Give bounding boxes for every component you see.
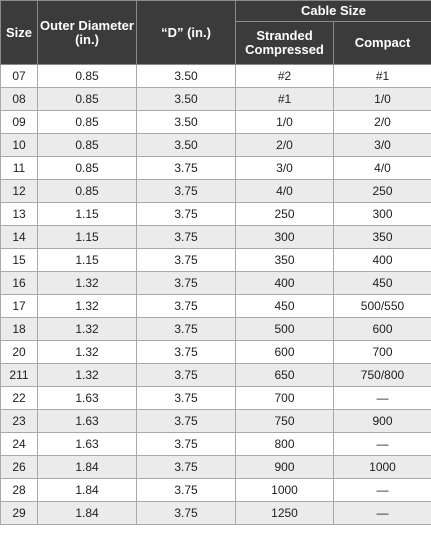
cell-compact: 3/0 — [334, 134, 431, 157]
cell-outer-diameter: 1.63 — [38, 387, 137, 410]
table-row — [1, 203, 431, 226]
cell-stranded-compressed: 450 — [236, 295, 334, 318]
cell-size: 24 — [1, 433, 38, 456]
table-row — [1, 341, 431, 364]
cell-size: 18 — [1, 318, 38, 341]
table-row — [1, 65, 431, 88]
cell-compact: — — [334, 479, 431, 502]
cell-compact: 900 — [334, 410, 431, 433]
cell-d: 3.75 — [137, 318, 236, 341]
cell-outer-diameter: 0.85 — [38, 111, 137, 134]
table-row — [1, 456, 431, 479]
header-compact: Compact — [334, 22, 431, 65]
table-row — [1, 479, 431, 502]
table-row — [1, 295, 431, 318]
cell-size: 11 — [1, 157, 38, 180]
cell-stranded-compressed: 650 — [236, 364, 334, 387]
table-row — [1, 226, 431, 249]
table-row — [1, 410, 431, 433]
cell-size: 22 — [1, 387, 38, 410]
cell-compact: 1/0 — [334, 88, 431, 111]
cell-stranded-compressed: 500 — [236, 318, 334, 341]
cell-outer-diameter: 1.32 — [38, 364, 137, 387]
cell-d: 3.75 — [137, 203, 236, 226]
cell-outer-diameter: 1.32 — [38, 318, 137, 341]
cell-compact: 500/550 — [334, 295, 431, 318]
cell-outer-diameter: 1.15 — [38, 203, 137, 226]
cell-stranded-compressed: 1000 — [236, 479, 334, 502]
cell-stranded-compressed: 350 — [236, 249, 334, 272]
cell-d: 3.75 — [137, 364, 236, 387]
cell-d: 3.75 — [137, 387, 236, 410]
cell-d: 3.50 — [137, 111, 236, 134]
cell-stranded-compressed: 250 — [236, 203, 334, 226]
cell-outer-diameter: 1.32 — [38, 272, 137, 295]
cell-d: 3.75 — [137, 157, 236, 180]
table-row — [1, 111, 431, 134]
table-row — [1, 364, 431, 387]
cell-compact: 300 — [334, 203, 431, 226]
cell-outer-diameter: 1.84 — [38, 456, 137, 479]
cell-size: 17 — [1, 295, 38, 318]
cell-stranded-compressed: 400 — [236, 272, 334, 295]
cell-d: 3.75 — [137, 410, 236, 433]
cell-compact: 400 — [334, 249, 431, 272]
cell-stranded-compressed: #2 — [236, 65, 334, 88]
cell-outer-diameter: 0.85 — [38, 88, 137, 111]
cell-stranded-compressed: 300 — [236, 226, 334, 249]
cell-compact: 2/0 — [334, 111, 431, 134]
table-row — [1, 272, 431, 295]
cell-size: 16 — [1, 272, 38, 295]
table-row — [1, 88, 431, 111]
cell-outer-diameter: 0.85 — [38, 65, 137, 88]
header-size: Size — [1, 1, 38, 65]
cell-d: 3.75 — [137, 249, 236, 272]
cell-outer-diameter: 1.32 — [38, 341, 137, 364]
table-row — [1, 502, 431, 525]
cell-size: 20 — [1, 341, 38, 364]
cell-size: 07 — [1, 65, 38, 88]
cell-stranded-compressed: 2/0 — [236, 134, 334, 157]
cell-compact: 1000 — [334, 456, 431, 479]
cell-d: 3.75 — [137, 456, 236, 479]
cell-size: 14 — [1, 226, 38, 249]
cell-outer-diameter: 0.85 — [38, 157, 137, 180]
cell-outer-diameter: 1.84 — [38, 502, 137, 525]
cell-compact: 250 — [334, 180, 431, 203]
header-d: “D” (in.) — [137, 1, 236, 65]
table-body — [1, 65, 431, 525]
cell-d: 3.50 — [137, 65, 236, 88]
cell-d: 3.50 — [137, 134, 236, 157]
table-row — [1, 134, 431, 157]
cell-size: 23 — [1, 410, 38, 433]
cell-compact: — — [334, 502, 431, 525]
cell-size: 29 — [1, 502, 38, 525]
cell-d: 3.75 — [137, 180, 236, 203]
cell-d: 3.75 — [137, 341, 236, 364]
cell-size: 08 — [1, 88, 38, 111]
cell-compact: — — [334, 387, 431, 410]
cell-size: 28 — [1, 479, 38, 502]
cell-compact: 350 — [334, 226, 431, 249]
cell-compact: 750/800 — [334, 364, 431, 387]
cell-size: 211 — [1, 364, 38, 387]
cell-compact: #1 — [334, 65, 431, 88]
cell-size: 09 — [1, 111, 38, 134]
cell-size: 26 — [1, 456, 38, 479]
cell-d: 3.75 — [137, 226, 236, 249]
header-outer-diameter: Outer Diameter (in.) — [38, 1, 137, 65]
cell-compact: 600 — [334, 318, 431, 341]
cell-outer-diameter: 1.84 — [38, 479, 137, 502]
header-stranded-compressed: Stranded Compressed — [236, 22, 334, 65]
cell-stranded-compressed: 700 — [236, 387, 334, 410]
cell-stranded-compressed: 3/0 — [236, 157, 334, 180]
cell-compact: 4/0 — [334, 157, 431, 180]
cell-stranded-compressed: 1/0 — [236, 111, 334, 134]
table-row — [1, 387, 431, 410]
cell-stranded-compressed: #1 — [236, 88, 334, 111]
cell-compact: 700 — [334, 341, 431, 364]
cell-size: 12 — [1, 180, 38, 203]
cell-d: 3.75 — [137, 502, 236, 525]
cell-stranded-compressed: 1250 — [236, 502, 334, 525]
cell-outer-diameter: 1.63 — [38, 410, 137, 433]
cell-size: 15 — [1, 249, 38, 272]
cell-compact: 450 — [334, 272, 431, 295]
cell-outer-diameter: 1.32 — [38, 295, 137, 318]
cell-d: 3.75 — [137, 295, 236, 318]
cell-d: 3.75 — [137, 433, 236, 456]
table-row — [1, 157, 431, 180]
table-row — [1, 318, 431, 341]
table-row — [1, 433, 431, 456]
cell-stranded-compressed: 750 — [236, 410, 334, 433]
header-cable-size: Cable Size — [236, 1, 431, 22]
cell-d: 3.75 — [137, 479, 236, 502]
cell-d: 3.50 — [137, 88, 236, 111]
cell-outer-diameter: 0.85 — [38, 180, 137, 203]
cell-stranded-compressed: 900 — [236, 456, 334, 479]
cell-compact: — — [334, 433, 431, 456]
cell-size: 10 — [1, 134, 38, 157]
cell-outer-diameter: 0.85 — [38, 134, 137, 157]
cell-outer-diameter: 1.63 — [38, 433, 137, 456]
cell-size: 13 — [1, 203, 38, 226]
table-row — [1, 249, 431, 272]
cell-outer-diameter: 1.15 — [38, 226, 137, 249]
cell-stranded-compressed: 600 — [236, 341, 334, 364]
cell-stranded-compressed: 800 — [236, 433, 334, 456]
cell-outer-diameter: 1.15 — [38, 249, 137, 272]
cell-d: 3.75 — [137, 272, 236, 295]
table-row — [1, 180, 431, 203]
cell-stranded-compressed: 4/0 — [236, 180, 334, 203]
